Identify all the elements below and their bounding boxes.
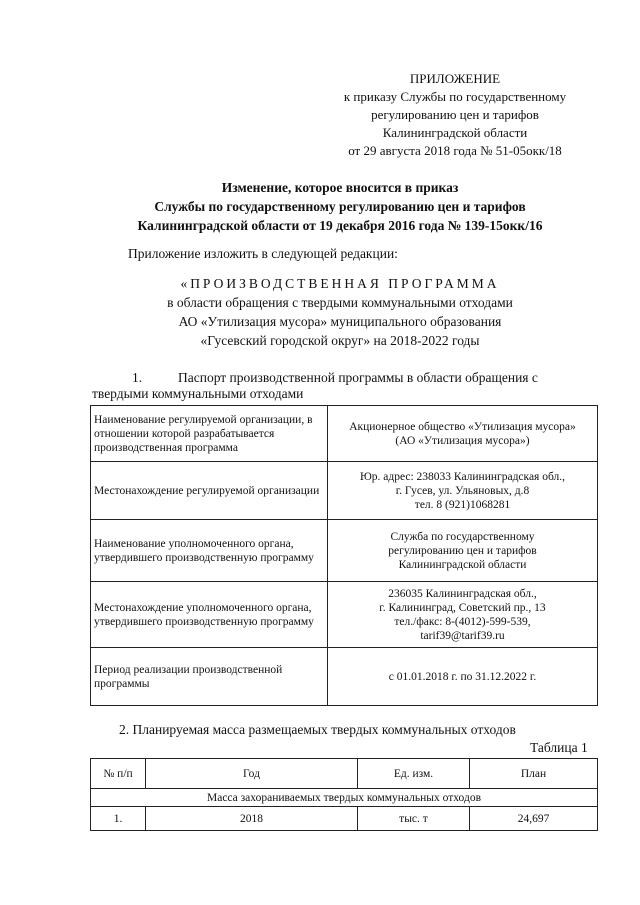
mass-table [90,758,598,831]
appendix-line: регулированию цен и тарифов [371,107,539,122]
change-title [60,178,620,235]
table-cell-label: Наименование регулируемой организации, в отношении которой разрабатывается производственная программа [91,406,328,462]
appendix-line: к приказу Службы по государственному [343,89,567,104]
table-cell-value: Акционерное общество «Утилизация мусора» (АО «Утилизация мусора») [328,406,598,462]
table-cell-label: Период реализации производственной программы [91,648,328,706]
change-title-line: Службы по государственному регулированию цен и тарифов [154,199,526,214]
table-group-row [91,789,598,807]
table-cell: тыс. т [358,807,470,831]
table-row [91,807,598,831]
program-line: «Гусевский городской округ» на 2018-2022 годы [200,333,480,348]
section-1-title [92,370,612,402]
header-cell: № п/п [91,759,146,789]
passport-table [90,405,598,706]
section-number: 1. [132,370,143,385]
table-cell: 1. [91,807,146,831]
table-cell: 24,697 [470,807,598,831]
table-row [91,648,598,706]
table-cell-value: 236035 Калининградская обл., г. Калининград, Советский пр., 13 тел./факс: 8-(4012)-599-539, tarif39@tarif39.ru [328,582,598,648]
table-cell-label: Местонахождение уполномоченного органа, утвердившего производственную программу [91,582,328,648]
header-cell: План [470,759,598,789]
table-row [91,406,598,462]
appendix-title: ПРИЛОЖЕНИЕ [409,71,501,86]
table-cell-label: Наименование уполномоченного органа, утвердившего производственную программу [91,520,328,582]
table-number: Таблица 1 [530,740,588,755]
table-cell-value: с 01.01.2018 г. по 31.12.2022 г. [328,648,598,706]
table-cell-label: Местонахождение регулируемой организации [91,462,328,520]
table-cell: 2018 [146,807,358,831]
table-row [91,520,598,582]
section-2-title: 2. Планируемая масса размещаемых твердых коммунальных отходов [119,722,516,737]
table-header-row [91,759,598,789]
group-cell: Масса захораниваемых твердых коммунальных отходов [91,789,598,807]
section-title-line: Паспорт производственной программы в области обращения с [178,370,538,385]
appendix-header [300,70,610,160]
email-link[interactable]: tarif39@tarif39.ru [420,629,505,642]
appendix-line: Калининградской области [382,125,528,140]
table-cell-value: Служба по государственному регулированию цен и тарифов Калининградской области [328,520,598,582]
program-line: АО «Утилизация мусора» муниципального образования [178,314,502,329]
table-row [91,462,598,520]
header-cell: Год [146,759,358,789]
appendix-date: от 29 августа 2018 года № 51-05окк/18 [348,143,562,158]
program-line: в области обращения с твердыми коммунальными отходами [167,295,513,310]
header-cell: Ед. изм. [358,759,470,789]
section-title-line: твердыми коммунальными отходами [92,386,304,401]
table-cell-value: Юр. адрес: 238033 Калининградская обл., г. Гусев, ул. Ульяновых, д.8 тел. 8 (921)1068281 [328,462,598,520]
table-row [91,582,598,648]
change-title-line: Изменение, которое вносится в приказ [221,180,459,195]
change-title-line: Калининградской области от 19 декабря 2016 года № 139-15окк/16 [137,218,543,233]
program-heading: «ПРОИЗВОДСТВЕННАЯ ПРОГРАММА [180,276,500,291]
program-title [60,274,620,350]
intro-text: Приложение изложить в следующей редакции: [128,246,398,261]
